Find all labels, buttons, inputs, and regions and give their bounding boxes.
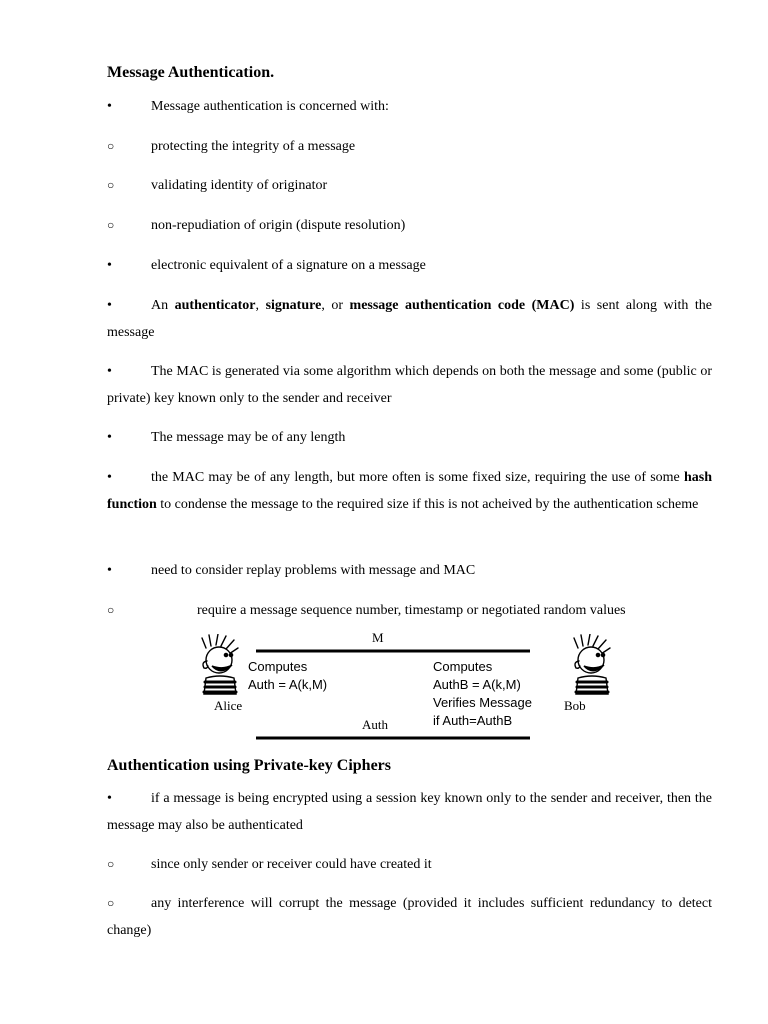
circle-marker: ○ — [107, 178, 115, 192]
list-item-text: protecting the integrity of a message — [151, 139, 356, 154]
term-authenticator: authenticator — [174, 298, 256, 313]
term-mac: message authentication code (MAC) — [349, 298, 575, 313]
message-label: M — [372, 630, 384, 645]
list-item — [107, 424, 712, 451]
bullet-marker: • — [107, 99, 112, 114]
circle-marker: ○ — [107, 857, 115, 871]
alice-cartoon-icon — [196, 634, 246, 700]
list-item-text: electronic equivalent of a signature on a message — [151, 258, 426, 273]
list-item — [107, 358, 712, 412]
list-item — [107, 557, 712, 584]
list-item-text: The message may be of any length — [151, 430, 346, 445]
section-heading-message-authentication: Message Authentication. — [107, 64, 275, 81]
list-item-text: require a message sequence number, timestamp or negotiated random values — [197, 603, 626, 618]
list-item — [107, 851, 712, 878]
circle-marker: ○ — [107, 896, 115, 910]
list-item-text: any interference will corrupt the message (provided it includes sufficient redundancy to detect change) — [107, 896, 712, 938]
list-item-text: validating identity of originator — [151, 178, 328, 193]
list-item — [107, 93, 712, 120]
bullet-marker: • — [107, 364, 112, 379]
circle-marker: ○ — [107, 218, 115, 232]
bullet-marker: • — [107, 470, 112, 485]
list-item — [107, 133, 712, 160]
list-item-text: since only sender or receiver could have created it — [151, 857, 432, 872]
bob-label: Bob — [564, 698, 586, 713]
list-item-text: non-repudiation of origin (dispute resolution) — [151, 218, 406, 233]
list-item: • An authenticator, signature, or message authentication code (MAC) is sent along with the message — [107, 292, 712, 346]
list-item — [107, 252, 712, 279]
list-item-text: if a message is being encrypted using a session key known only to the sender and receiver, then the message may also be authenticated — [107, 791, 712, 833]
term-hash-function: hash function — [107, 470, 712, 512]
list-item: • the MAC may be of any length, but more often is some fixed size, requiring the use of some hash function to condense the message to the required size if this is not acheived by the authentication scheme — [107, 464, 712, 518]
circle-marker: ○ — [107, 603, 115, 617]
list-item-text: The MAC is generated via some algorithm which depends on both the message and some (public or private) key known only to the sender and receiver — [107, 364, 712, 406]
auth-label: Auth — [362, 717, 388, 732]
sender-compute-text: Computes Auth = A(k,M) — [248, 659, 328, 692]
list-item-text: need to consider replay problems with message and MAC — [151, 563, 476, 578]
list-item — [107, 172, 712, 199]
section-heading-private-key-ciphers: Authentication using Private-key Ciphers — [107, 757, 391, 774]
bullet-marker: • — [107, 430, 112, 445]
alice-label: Alice — [214, 698, 243, 713]
receiver-compute-text: Computes AuthB = A(k,M) Verifies Message if Auth=AuthB — [433, 659, 532, 728]
bullet-marker: • — [107, 563, 112, 578]
list-item — [107, 785, 712, 839]
list-item — [107, 212, 712, 239]
list-item-text: Message authentication is concerned with: — [151, 99, 389, 114]
list-item — [107, 890, 712, 944]
circle-marker: ○ — [107, 139, 115, 153]
term-signature: signature — [265, 298, 322, 313]
bob-cartoon-icon — [568, 634, 618, 700]
bullet-marker: • — [107, 298, 112, 313]
bullet-marker: • — [107, 258, 112, 273]
list-item — [107, 597, 712, 624]
mac-protocol-diagram — [190, 628, 630, 744]
bullet-marker: • — [107, 791, 112, 806]
